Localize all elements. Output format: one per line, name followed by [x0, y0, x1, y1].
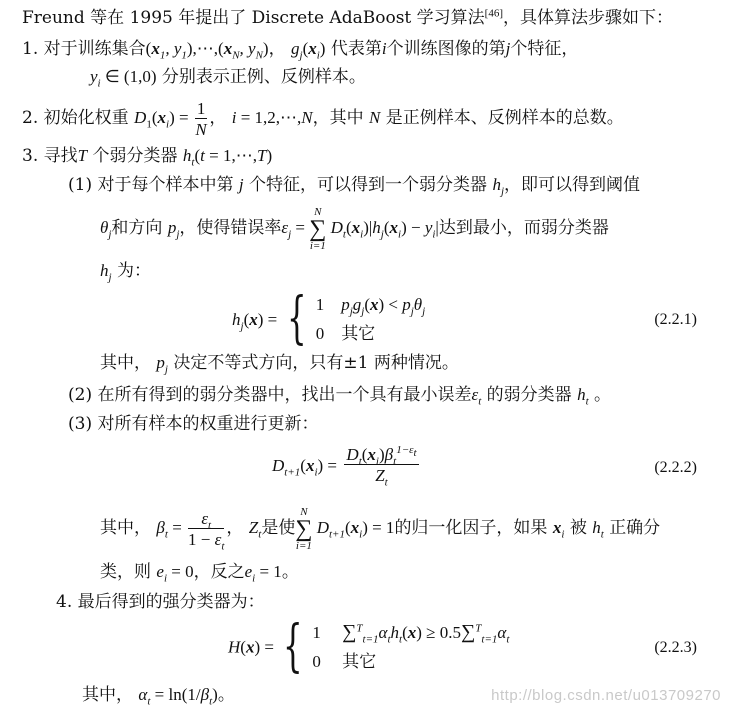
step-text: 达到最小，而弱分类器 [438, 217, 609, 238]
step-text: 个弱分类器 [92, 146, 178, 166]
case-label: 其它 [342, 652, 377, 671]
substep-number: (2) [68, 385, 93, 405]
step-number: 4. [56, 592, 73, 612]
step-text: 个特征，可以得到一个弱分类器 [249, 175, 488, 195]
step-text: 。 [594, 385, 612, 405]
step-4-line-2: 其中， $\alpha_t = \ln(1/\beta_t)$。 [82, 685, 235, 708]
citation-ref: [46] [484, 7, 503, 20]
formula-beta: $\beta_t$ = $\frac{\varepsilon_t}{1 - \varepsilon_t}$ [156, 509, 225, 553]
step-1-line-2 [90, 67, 366, 90]
step-text: 和方向 [111, 217, 163, 238]
step-3-line: 3. 寻找T 个弱分类器 $h_t(t$ = 1,⋯,T) [22, 146, 273, 169]
step-text: 是使 [261, 517, 296, 538]
step-text: 的归一化因子，如果 [394, 517, 548, 538]
step-text: 在所有得到的弱分类器中，找出一个具有最小误差 [97, 385, 472, 405]
equation-2-2-3: H(x) = { 1 $\sum^T_{t=1}\alpha_th_t(x) \ge 0.5\sum^T_{t=1}\alpha_t$ 0 其它 [228, 614, 510, 679]
step-3-3-line-2: 其中， $\beta_t$ = $\frac{\varepsilon_t}{1 - \varepsilon_t}$ ， $Z_t$是使 N ∑ i=1 $D_{t+1}(x_i) = 1$的归一化因子，如果 $x_i$ 被 $h_t$ 正确分 [100, 506, 661, 553]
formula-training-set: ($x_1$, $y_1),\cdots,(x_N$, $y_N$) [145, 39, 269, 62]
step-3-3-line-3: 类，则 $e_i = 0$，反之$e_i = 1$。 [100, 562, 299, 585]
step-number: 2. [22, 107, 39, 128]
step-text: 其中， [100, 517, 151, 538]
intro-line [22, 7, 673, 28]
step-text: 对所有样本的权重进行更新： [97, 414, 319, 434]
step-1-line-1: 1. 对于训练集合($x_1$, $y_1),\cdots,(x_N$, $y_N$)， $g_j(x_i)$ 代表第i个训练图像的第j个特征， [22, 39, 579, 62]
formula-normalization: N ∑ i=1 $D_{t+1}(x_i) = 1$ [295, 506, 395, 552]
step-3-1-line-2: $\theta_j$和方向 $p_j$，使得错误率$\varepsilon_j$ = N ∑ i=1 $D_t(x_i)|h_j(x_i) - y_i|$达到最小，而弱分类器 [100, 206, 609, 252]
step-number: 3. [22, 146, 39, 166]
step-text: ，反之 [193, 562, 245, 582]
step-text: 被 [569, 517, 587, 538]
equation-2-2-2: $D_{t+1}(x_i)$ = $\frac{D_t(x_i)\beta_t^{1-\varepsilon_t}}{Z_t}$ [272, 444, 417, 489]
step-text: 分别表示正例、反例样本。 [161, 67, 366, 87]
step-text: 对于每个样本中第 [97, 175, 234, 195]
step-text: ，使得错误率 [179, 217, 282, 238]
formula-error-rate: $\varepsilon_j$ = N ∑ i=1 $D_t(x_i)|h_j(x_i) - y_i|$ [281, 206, 439, 252]
step-text: 正确分 [609, 517, 661, 538]
formula-label-set: $y_i$ ∈ (1,0) [90, 67, 157, 90]
formula-weak-classifiers: $h_t(t$ = 1,⋯,T) [182, 146, 273, 169]
equation-number: (2.2.2) [654, 459, 697, 476]
intro-text: Freund 等在 1995 年提出了 Discrete AdaBoost 学习算法 [22, 8, 485, 28]
step-3-1-line-3: $h_j$ 为： [100, 261, 151, 284]
equation-2-2-1: $h_j(x)$ = { 1 $p_jg_j(x) < p_j\theta_j$ 0 其它 [232, 286, 426, 351]
step-text: 其中， [82, 685, 133, 705]
step-text: 为： [116, 261, 151, 281]
step-text: 个训练图像的第 [386, 39, 506, 59]
formula-index-range: i = 1,2,⋯,N [231, 107, 313, 127]
step-text: 个特征， [510, 39, 579, 59]
step-text: 类，则 [100, 562, 151, 582]
substep-number: (1) [68, 175, 93, 195]
equation-number: (2.2.3) [654, 639, 697, 656]
step-2-line: 2. 初始化权重 $D_1(x_i)$ = $\frac{1}{N}$ ， i = 1,2,⋯,N，其中 N 是正例样本、反例样本的总数。 [22, 99, 624, 139]
formula-init-weight: $D_1(x_i)$ = $\frac{1}{N}$ [134, 99, 207, 139]
step-4-line [56, 594, 265, 611]
step-3-2-line: (2) 在所有得到的弱分类器中，找出一个具有最小误差$\varepsilon_t$ 的弱分类器 $h_t$ 。 [68, 385, 612, 408]
step-3-1-line-1: (1) 对于每个样本中第 j 个特征，可以得到一个弱分类器 $h_j$，即可以得到阈值 [68, 175, 641, 198]
step-text: 最后得到的强分类器为： [77, 592, 265, 612]
step-text: 决定不等式方向，只有±1 两种情况。 [173, 353, 459, 373]
formula-feature: $g_j(x_i)$ [291, 39, 326, 62]
step-text: ，即可以得到阈值 [504, 175, 641, 195]
equation-number: (2.2.1) [654, 311, 697, 328]
step-text: 初始化权重 [43, 107, 129, 128]
watermark-url: http://blog.csdn.net/u013709270 [491, 687, 721, 704]
step-text: 是正例样本、反例样本的总数。 [385, 107, 624, 128]
substep-number: (3) [68, 414, 93, 434]
step-number: 1. [22, 39, 39, 59]
step-text: 寻找 [43, 146, 78, 166]
case-label: 其它 [341, 324, 376, 343]
step-text: 代表第 [330, 39, 382, 59]
step-3-1-line-4: 其中， $p_j$ 决定不等式方向，只有±1 两种情况。 [100, 353, 459, 376]
step-text: 的弱分类器 [486, 385, 572, 405]
step-text: 其中 [329, 107, 364, 128]
step-text: 其中， [100, 353, 151, 373]
formula-alpha: $\alpha_t = \ln(1/\beta_t)$ [138, 685, 218, 708]
intro-text-tail: ，具体算法步骤如下： [502, 8, 673, 28]
step-text: 对于训练集合 [43, 39, 146, 59]
step-3-3-line-1 [68, 416, 319, 433]
